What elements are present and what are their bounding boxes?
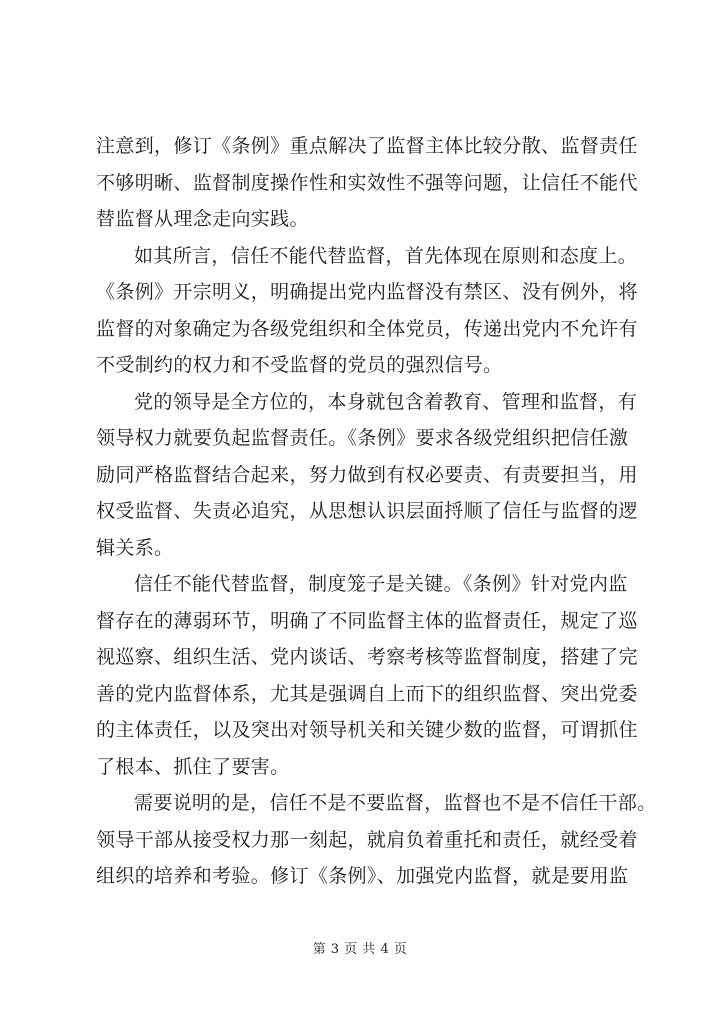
document-body (96, 128, 657, 895)
text-line: 《条例》开宗明义，明确提出党内监督没有禁区、没有例外，将 (96, 281, 638, 303)
text-line: 领导权力就要负起监督责任。《条例》要求各级党组织把信任激 (96, 427, 629, 449)
text-line: 注意到，修订《条例》重点解决了监督主体比较分散、监督责任 (96, 135, 638, 157)
text-line: 了根本、抓住了要害。 (96, 755, 290, 778)
text-line: 需要说明的是，信任不是不要监督，监督也不是不信任干部。 (134, 792, 657, 814)
page-footer: 第 3 页 共 4 页 (312, 942, 408, 957)
text-line: 不够明晰、监督制度操作性和实效性不强等问题，让信任不能代 (96, 171, 638, 194)
text-line: 党的领导是全方位的，本身就包含着教育、管理和监督，有 (134, 390, 638, 413)
text-line: 领导干部从接受权力那一刻起，就肩负着重托和责任，就经受着 (96, 828, 638, 851)
paragraph (96, 238, 636, 384)
text-line: 励同严格监督结合起来，努力做到有权必要责、有责要担当，用 (96, 463, 638, 486)
text-line: 监督的对象确定为各级党组织和全体党员，传递出党内不允许有 (96, 317, 638, 340)
text-line: 督存在的薄弱环节，明确了不同监督主体的监督责任，规定了巡 (96, 609, 638, 632)
paragraph (96, 384, 636, 567)
text-line: 辑关系。 (96, 536, 174, 559)
paragraph (96, 566, 636, 785)
text-line: 的主体责任，以及突出对领导机关和关键少数的监督，可谓抓住 (96, 719, 638, 741)
paragraph (96, 785, 657, 895)
text-line: 权受监督、失责必追究，从思想认识层面捋顺了信任与监督的逻 (96, 500, 638, 522)
paragraph (96, 128, 636, 238)
text-line: 不受制约的权力和不受监督的党员的强烈信号。 (96, 354, 503, 376)
text-line: 替监督从理念走向实践。 (96, 208, 309, 230)
text-line: 善的党内监督体系，尤其是强调自上而下的组织监督、突出党委 (96, 682, 638, 705)
text-line: 组织的培养和考验。修订《条例》、加强党内监督，就是要用监 (96, 865, 629, 887)
text-line: 如其所言，信任不能代替监督，首先体现在原则和态度上。 (134, 244, 638, 267)
text-line: 视巡察、组织生活、党内谈话、考察考核等监督制度，搭建了完 (96, 646, 638, 668)
text-line: 信任不能代替监督，制度笼子是关键。《条例》针对党内监 (134, 573, 628, 595)
